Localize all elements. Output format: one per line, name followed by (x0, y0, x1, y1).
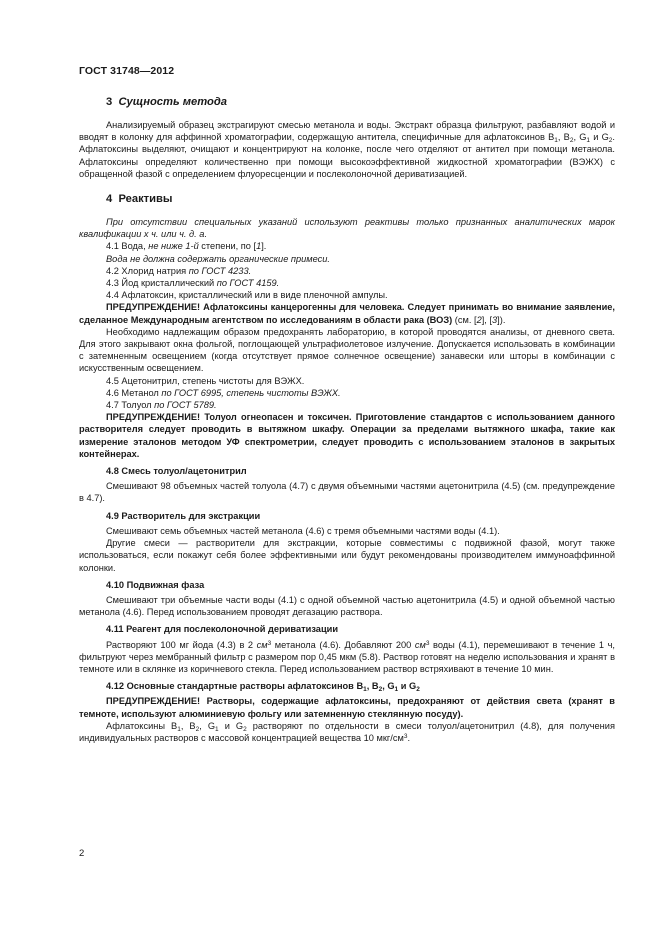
paragraph-4-9-b: Другие смеси — растворители для экстракции, которые совместимы с подвижной фазой, могут также использоваться, если покажут себя более эффективными или будут рекомендованы производителем иммуноаффинной колонки. (79, 538, 615, 573)
warning-toluene: ПРЕДУПРЕЖДЕНИЕ! Толуол огнеопасен и токсичен. Приготовление стандартов с использованием данного растворителя следует проводить в вытяжном шкафу. Операции за пределами вытяжного шкафа, такие как измерение эталонов методом УФ спектрометрии, следует проводить с использованием эталонов в закрытых контейнерах. (79, 412, 615, 459)
paragraph-4-12: Афлатоксины $B_1$, $B_2$, $G_1$ и $G_2$ растворяют по отдельности в смеси толуол/ацетонитрил (4.8), для получения индивидуальных растворов с массовой концентрацией вещества 10 мкг/$см^3$. (79, 720, 615, 743)
item-4-2: 4.2 Хлорид натрия по ГОСТ 4233. (106, 265, 252, 276)
item-4-1: 4.1 Вода, не ниже 1-й степени, по [1]. (106, 241, 267, 252)
item-4-6: 4.6 Метанол по ГОСТ 6995, степень чистоты ВЭЖХ. (106, 387, 341, 398)
heading-4-11: 4.11 Реагент для послеколоночной дериватизации (106, 624, 339, 635)
heading-4-10: 4.10 Подвижная фаза (106, 579, 205, 590)
item-4-4: 4.4 Афлатоксин, кристаллический или в виде пленочной ампулы. (106, 290, 388, 301)
lab-protection-paragraph: Необходимо надлежащим образом предохранять лабораторию, в которой проводятся анализы, от дневного света. Для этого закрывают окна фольгой, поглощающей ультрафиолетовое излучение. Допускается использовать в комбинации с затемненным освещением (когда отсутствует прямое солнечное освещение) занавески или шторы в комбинации с искусственным освещением. (79, 326, 615, 374)
heading-4-9: 4.9 Растворитель для экстракции (106, 510, 261, 521)
page-number: 2 (79, 848, 85, 859)
section-4-heading (79, 192, 615, 206)
paragraph-4-9-a: Смешивают семь объемных частей метанола (4.6) с тремя объемными частями воды (4.1). (106, 525, 500, 536)
item-4-3: 4.3 Йод кристаллический по ГОСТ 4159. (106, 278, 280, 289)
paragraph-4-11: Растворяют 100 мг йода (4.3) в 2 $см^3$ метанола (4.6). Добавляют 200 $см^3$ воды (4.1), перемешивают в течение 1 ч, фильтруют через мембранный фильтр с размером пор 0,45 мкм (5.8). Раствор готовят на неделю использования и хранят в темноте или в склянке из коричневого стекла. Перед использованием раствор встряхивают в течение 10 мин. (79, 639, 615, 674)
paragraph-4-10: Смешивают три объемные части воды (4.1) с одной объемной частью ацетонитрила (4.5) и одной объемной частью метанола (4.6). Перед использованием проводят дегазацию раствора. (79, 594, 615, 618)
item-4-1-note: Вода не должна содержать органические примеси. (106, 253, 331, 264)
section-3-heading (79, 95, 615, 109)
item-4-5: 4.5 Ацетонитрил, степень чистоты для ВЭЖХ. (106, 375, 305, 386)
warning-solutions: ПРЕДУПРЕЖДЕНИЕ! Растворы, содержащие афлатоксины, предохраняют от действия света (хранят в темноте, используют алюминиевую фольгу или затемненную стеклянную посуду). (79, 696, 615, 719)
page-content (79, 93, 615, 744)
warning-aflatoxin: ПРЕДУПРЕЖДЕНИЕ! Афлатоксины канцерогенны для человека. Следует принимать во внимание заявление, сделанное Международным агентством по исследованиям в области рака (ВОЗ) (см. [2], [3]). (79, 302, 615, 325)
document-code-header: ГОСТ 31748—2012 (79, 65, 175, 77)
section-4-number: 4 (106, 193, 113, 206)
item-4-7: 4.7 Толуол по ГОСТ 5789. (106, 400, 217, 411)
section-3-title: Сущность метода (118, 96, 227, 108)
section-3-number: 3 (106, 96, 113, 108)
section-3-paragraph: Анализируемый образец экстрагируют смесью метанола и воды. Экстракт образца фильтруют, разбавляют водой и вводят в колонку для аффинной хроматографии, содержащую антитела, специфичные для афлатоксинов $B_1$, $B_2$, $G_1$ и $G_2$. Афлатоксины выделяют, очищают и концентрируют на колонке, после чего отделяют от антител при помощи метанола. Афлатоксины определяют количественно при помощи высокоэффективной жидкостной хроматографии (ВЭЖХ) с обращенной фазой с определением флуоресценции и послеколоночной дериватизацией. (79, 120, 615, 179)
reagents-intro: При отсутствии специальных указаний используют реактивы только признанных аналитических марок квалификации х ч. или ч. д. а. (79, 217, 615, 240)
paragraph-4-8: Смешивают 98 объемных частей толуола (4.7) с двумя объемными частями ацетонитрила (4.5) (см. предупреждение в 4.7). (79, 481, 615, 504)
heading-4-8: 4.8 Смесь толуол/ацетонитрил (106, 466, 247, 477)
section-4-title: Реактивы (118, 193, 173, 206)
heading-4-12: 4.12 Основные стандартные растворы афлатоксинов $B_1$, $B_2$, $G_1$ и $G_2$ (106, 681, 420, 694)
